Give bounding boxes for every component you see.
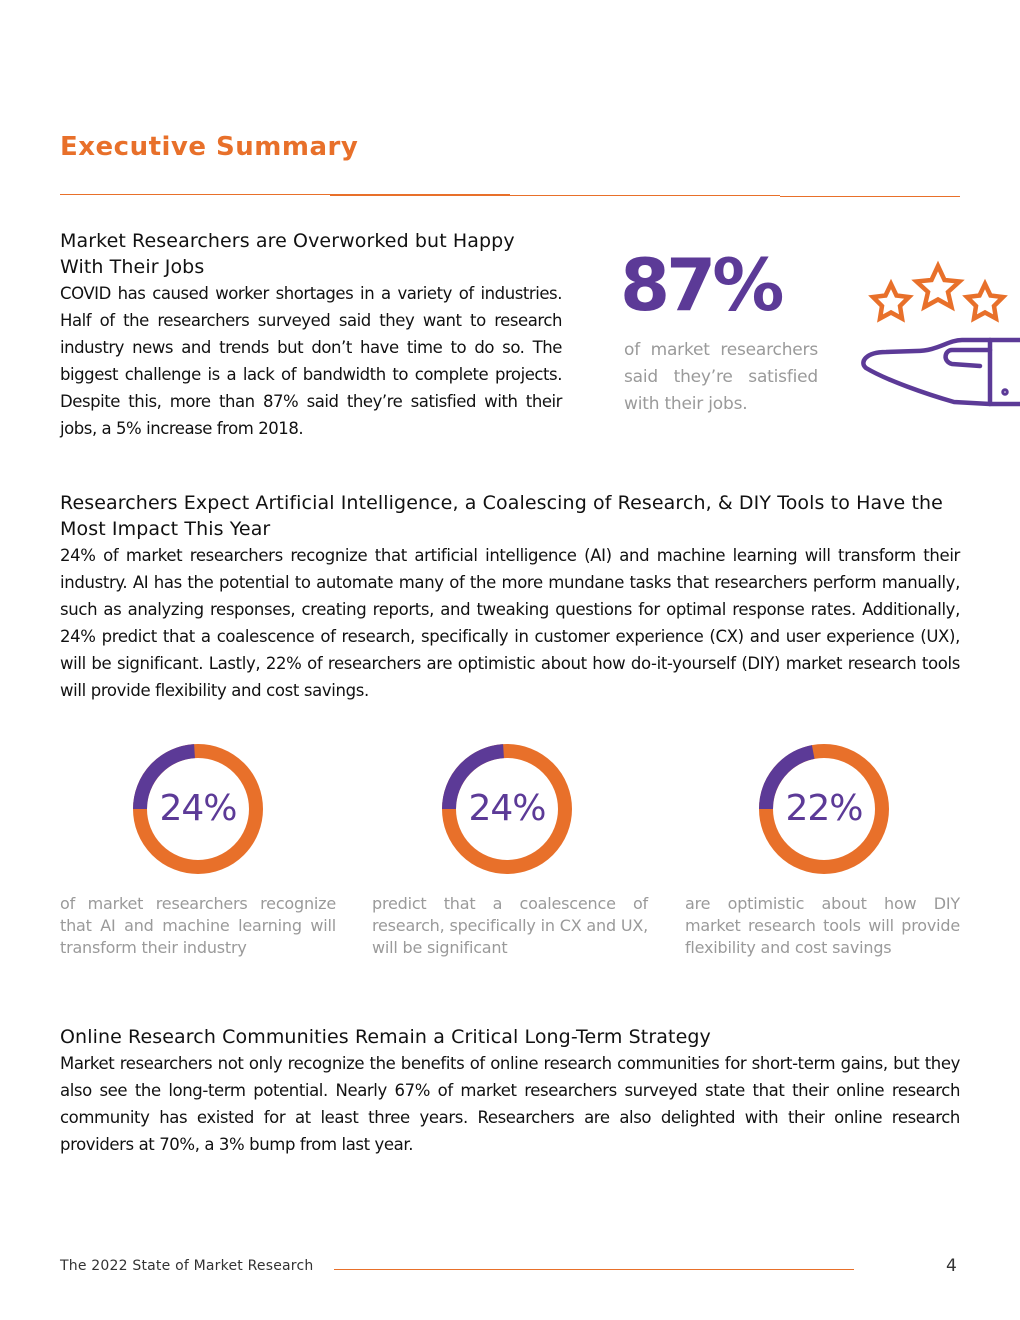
donut-caption-diy: are optimistic about how DIY market research tools will provide flexibility and cost savings (685, 894, 960, 957)
section-body-communities: Market researchers not only recognize the benefits of online research communities for short-term gains, but they also see the long-term potential. Nearly 67% of market researchers surveyed state that their online research community has existed for at least three years. Researchers are also delighted with their online research providers at 70%, a 3% bump from last year. (60, 1054, 960, 1154)
donut-stat-coalescence (372, 743, 648, 959)
donut-stat-diy (685, 743, 960, 959)
stat-value-satisfied: 87% (620, 243, 781, 327)
donut-stat-ai (60, 743, 336, 959)
section-heading-communities: Online Research Communities Remain a Critical Long-Term Strategy (60, 1026, 711, 1048)
hand-holding-stars-icon (856, 258, 1020, 410)
section-body-ai: 24% of market researchers recognize that artificial intelligence (AI) and machine learning will transform their industry. AI has the potential to automate many of the more mundane tasks that researchers perform manually, such as analyzing responses, creating reports, and tweaking questions for optimal response rates. Additionally, 24% predict that a coalescence of research, specifically in customer experience (CX) and user experience (UX), will be significant. Lastly, 22% of researchers are optimistic about how do-it-yourself (DIY) market research tools will provide flexibility and cost savings. (60, 546, 960, 700)
donut-value-diy: 22% (785, 788, 863, 829)
section-body-overworked: COVID has caused worker shortages in a variety of industries. Half of the researchers surveyed said they want to research industry news and trends but don’t have time to do so. The biggest challenge is a lack of bandwidth to complete projects. Despite this, more than 87% said they’re satisfied with their jobs, a 5% increase from 2018. (60, 284, 562, 438)
donut-caption-coalescence: predict that a coalescence of research, specifically in CX and UX, will be significant (372, 894, 648, 957)
page-title: Executive Summary (60, 132, 359, 162)
stat-caption-satisfied: of market researchers said they’re satisfied with their jobs. (624, 340, 818, 414)
section-ai (60, 490, 960, 704)
title-divider (60, 194, 960, 196)
footer-divider (334, 1269, 854, 1270)
donut-value-coalescence: 24% (468, 788, 546, 829)
footer-report-title: The 2022 State of Market Research (60, 1258, 314, 1274)
page-number: 4 (946, 1256, 957, 1276)
section-heading-ai: Researchers Expect Artificial Intelligence, a Coalescing of Research, & DIY Tools to Have the Most Impact This Year (60, 492, 943, 540)
donut-caption-ai: of market researchers recognize that AI and machine learning will transform their industry (60, 894, 336, 957)
section-heading-overworked: Market Researchers are Overworked but Happy With Their Jobs (60, 230, 515, 278)
section-communities (60, 1024, 960, 1158)
donut-value-ai: 24% (159, 788, 237, 829)
section-overworked (60, 228, 562, 442)
